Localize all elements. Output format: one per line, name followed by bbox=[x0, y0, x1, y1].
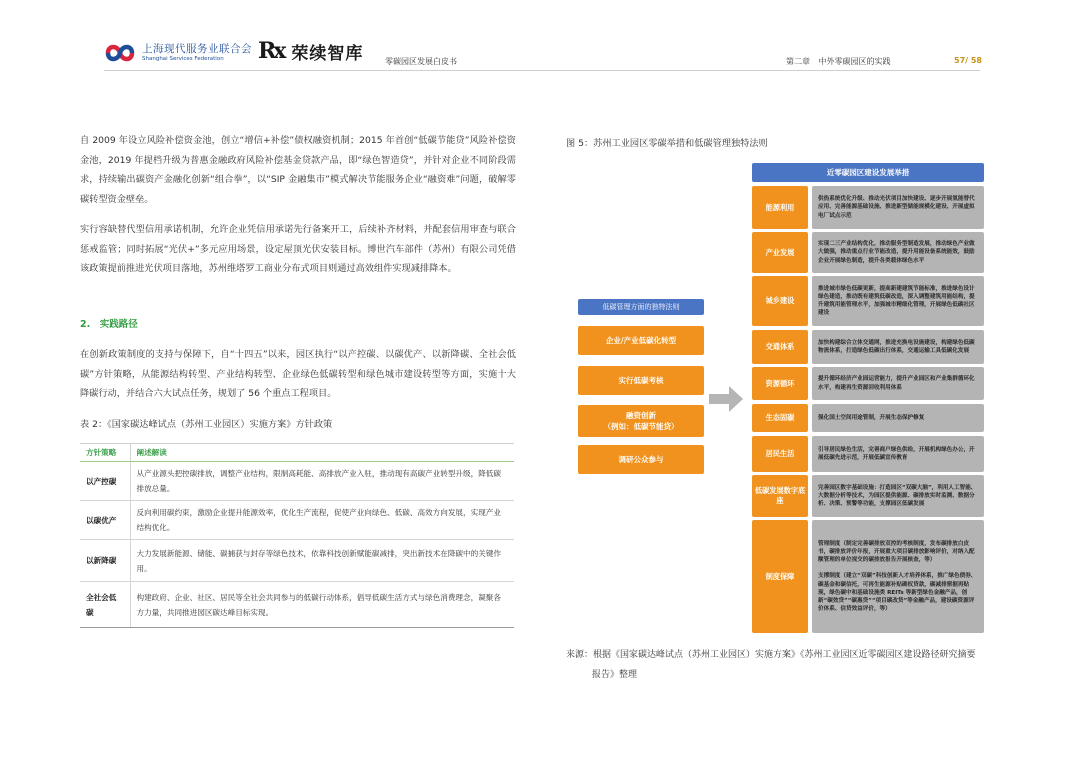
rx-logo-icon: Rx bbox=[258, 38, 284, 64]
table-row bbox=[80, 462, 514, 501]
principle-box: 企业/产业低碳化转型 bbox=[578, 326, 704, 355]
measure-desc: 引导居民绿色生活，完善商户绿色供给，开展机构绿色办公，开展低碳先进示范，开展低碳宣传教育 bbox=[812, 436, 984, 472]
measure-desc: 完善园区数字基础设施：打造园区“双碳大脑”，利用人工智能、大数据分析等技术，为园区提供能源、碳排放实时监测、数据分析、决策、预警等功能，支撑园区低碳发展 bbox=[812, 475, 984, 517]
rongxu-logo bbox=[258, 38, 363, 64]
policy-table bbox=[80, 443, 514, 628]
policy-desc: 构建政府、企业、社区、居民等全社会共同参与的低碳行动体系，倡导低碳生活方式与绿色消费理念，凝聚各方力量，共同推进园区碳达峰目标实现。 bbox=[130, 582, 514, 628]
principle-box: 实行低碳考核 bbox=[578, 366, 704, 395]
table-header-row bbox=[80, 444, 514, 462]
table-caption: 表 2：《国家碳达峰试点（苏州工业园区）实施方案》方针政策 bbox=[80, 419, 333, 430]
table-row bbox=[80, 582, 514, 628]
measure-category: 资源循环 bbox=[752, 367, 808, 400]
policy-desc: 反向利用碳约束，激励企业提升能源效率，优化生产流程，促使产业向绿色、低碳、高效方向发展，实现产业结构优化。 bbox=[130, 501, 514, 540]
principle-box: 融资创新 （例如：低碳节能贷） bbox=[578, 405, 704, 437]
measure-desc: 加快构建综合立体交通网，推进充换电设施建设，构建绿色低碳物流体系，打造绿色低碳出行体系，交通运输工具低碳化发展 bbox=[812, 330, 984, 364]
measure-desc: 推进城市绿色低碳更新，提高新建建筑节能标准，推进绿色设计绿色建造，推动既有建筑低碳改造，深入调整建筑用能结构，提升建筑用能管理水平，加强城市精细化管理，开展绿色低碳社区建设 bbox=[812, 276, 984, 326]
section-heading: 2. 实践路径 bbox=[80, 319, 138, 330]
header-divider bbox=[104, 70, 980, 71]
measure-category: 能源利用 bbox=[752, 186, 808, 229]
source-line-1: 来源：根据《国家碳达峰试点（苏州工业园区）实施方案》《苏州工业园区近零碳园区建设路径研究摘要 bbox=[566, 650, 976, 660]
measures-header: 近零碳园区建设发展举措 bbox=[752, 163, 984, 182]
policy-desc: 大力发展新能源、储能、碳捕获与封存等绿色技术，依靠科技创新赋能碳减排，突出新技术在降碳中的关键作用。 bbox=[130, 540, 514, 582]
measure-desc: 管理制度（制定完善碳排放双控的考核制度，发布碳排放白皮书，碳排放评价年报，开展重大项目碳排放影响评价，对纳入配额管理的单位视交的碳排放报告开展核查，等） 支撑制度（建立“双碳”科技创新人才培养体系，推广绿色债券、碳基金和碳信托，可再生能源补贴确权贷款，碳减排票据再贴现，绿色碳中和基础设施类 REITs 等新型绿色金融产品，创新“碳效贷”“碳惠贷”“项目碳改贷”等金融产品，建设碳资源评价体系、信贷效益评价，等） bbox=[812, 520, 984, 633]
principle-box: 调研公众参与 bbox=[578, 445, 704, 474]
page-number: 57/ 58 bbox=[954, 56, 982, 65]
figure-caption: 图 5：苏州工业园区零碳举措和低碳管理独特法则 bbox=[566, 138, 768, 149]
table-row bbox=[80, 540, 514, 582]
measure-desc: 实现二三产业结构优化，推动服务型制造发展，推动绿色产业做大做强，推动重点行业节能改造，提升用能设备系统能效，鼓励企业开展绿色制造，提升各类载体绿色水平 bbox=[812, 232, 984, 273]
ssf-logo-icon bbox=[104, 40, 136, 66]
measure-category: 制度保障 bbox=[752, 520, 808, 633]
measure-category: 交通体系 bbox=[752, 330, 808, 364]
measure-desc: 强化国土空间用途管制，开展生态保护修复 bbox=[812, 404, 984, 432]
chapter-title: 第二章 中外零碳园区的实践 bbox=[786, 57, 891, 66]
ssf-logo bbox=[104, 40, 252, 66]
ssf-name-en: Shanghai Services Federation bbox=[142, 56, 224, 62]
policy-key: 以产控碳 bbox=[80, 462, 130, 501]
measure-desc: 提升循环经济产业园运营能力，提升产业园区和产业集群循环化水平，构建再生资源回收利用体系 bbox=[812, 367, 984, 400]
paragraph-1: 自 2009 年设立风险补偿资金池，创立“增信+补偿”债权融资机制；2015 年首创“低碳节能贷”风险补偿资金池，2019 年提档升级为普惠金融政府风险补偿基金贷款产品，即“绿色智造贷”，并针对企业不同阶段需求，持续输出碳资产金融化创新“组合拳”，以“SIP 金融集市”模式解决节能服务企业“融资难”问题，破解零碳转型资金壁垒。 bbox=[80, 135, 516, 205]
ssf-name-cn: 上海现代服务业联合会 bbox=[142, 43, 252, 55]
table-header-cell: 方针策略 bbox=[80, 444, 130, 462]
table-header-cell: 阐述解读 bbox=[130, 444, 514, 462]
policy-key: 全社会低碳 bbox=[80, 582, 130, 628]
policy-key: 以碳优产 bbox=[80, 501, 130, 540]
measure-category: 城乡建设 bbox=[752, 276, 808, 326]
right-arrow-icon bbox=[709, 386, 743, 412]
page-header bbox=[0, 0, 1080, 80]
measure-category: 低碳发展数字底座 bbox=[752, 475, 808, 517]
policy-key: 以新降碳 bbox=[80, 540, 130, 582]
measure-category: 生态固碳 bbox=[752, 404, 808, 432]
table-row bbox=[80, 501, 514, 540]
measure-category: 居民生活 bbox=[752, 436, 808, 472]
rongxu-name: 荣续智库 bbox=[291, 43, 364, 64]
measure-desc: 供热系统优化升级、推动光伏项目加快建设、逐步开展氢能替代应用、完善能源基础设施、推进新型储能规模化建设、开展虚拟电厂试点示范 bbox=[812, 186, 984, 229]
document-title: 零碳园区发展白皮书 bbox=[385, 57, 457, 66]
figure-source bbox=[566, 645, 1006, 685]
measure-category: 产业发展 bbox=[752, 232, 808, 273]
policy-desc: 从产业源头把控碳排放，调整产业结构，限制高耗能、高排放产业入驻，推动现有高碳产业转型升级，降低碳排放总量。 bbox=[130, 462, 514, 501]
paragraph-2: 实行容缺替代型信用承诺机制，允许企业凭信用承诺先行备案开工，后续补齐材料，并配套信用审查与联合惩戒监管；同时拓展“光伏+”多元应用场景，设定屋顶光伏安装目标。博世汽车部件（苏州）有限公司凭借该政策提前推进光伏项目落地，苏州维塔罗工商业分布式项目则通过高效组件实现减排降本。 bbox=[80, 224, 516, 274]
source-line-2: 报告》整理 bbox=[592, 670, 638, 680]
paragraph-3: 在创新政策制度的支持与保障下，自“十四五”以来，园区执行“以产控碳、以碳优产、以新降碳、全社会低碳”方针策略，从能源结构转型、产业结构转型、企业绿色低碳转型和绿色城市建设转型等方面，实施十大降碳行动，并结合六大试点任务，规划了 56 个重点工程项目。 bbox=[80, 349, 516, 399]
principles-header: 低碳管理方面的独特法则 bbox=[578, 299, 704, 315]
